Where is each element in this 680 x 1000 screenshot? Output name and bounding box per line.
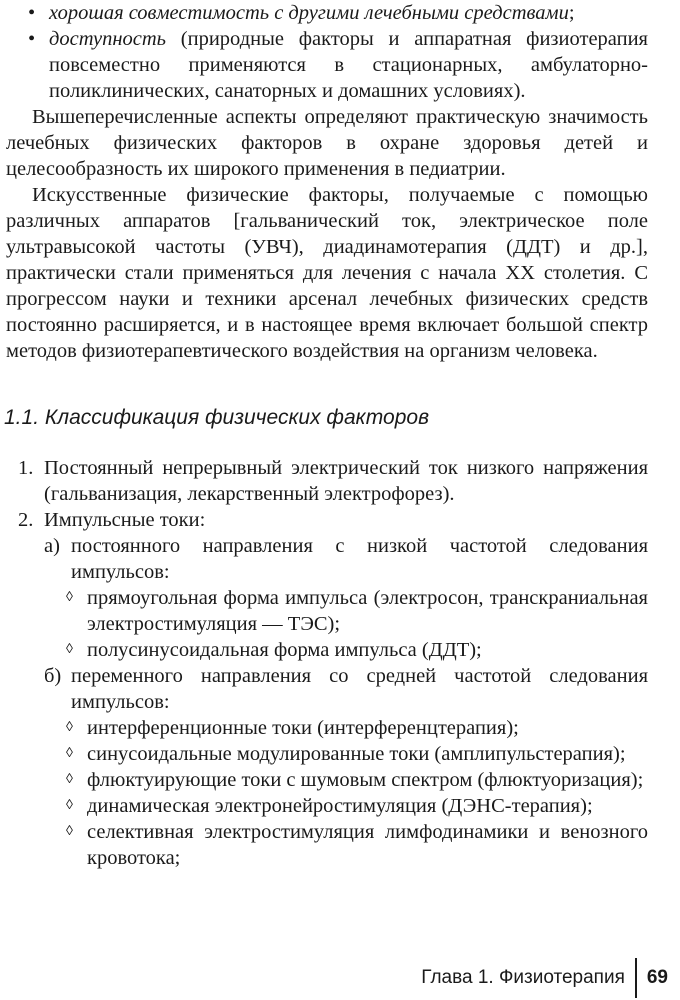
diamond-bullet-icon: ◊ <box>66 746 73 761</box>
intro-text <box>6 0 648 364</box>
bullet-italic-term: доступность <box>49 28 167 50</box>
diamond-item <box>6 793 648 819</box>
list-text: Импульсные токи: <box>44 509 206 531</box>
sublist-text: постоянного направления с низкой частотой следования импульсов: <box>71 535 648 583</box>
bullet-item <box>6 26 648 104</box>
diamond-item-text: селективная электростимуляция лимфодинамики и венозного кровотока; <box>87 821 648 869</box>
diamond-bullet-icon: ◊ <box>66 642 73 657</box>
page-number: 69 <box>646 967 668 988</box>
diamond-item-text: синусоидальные модулированные токи (амплипульстерапия); <box>87 743 626 765</box>
diamond-bullet-icon: ◊ <box>66 590 73 605</box>
list-item <box>6 507 648 533</box>
diamond-item <box>6 741 648 767</box>
bullet-rest: ; <box>568 2 575 24</box>
sublist-letter: б) <box>44 665 62 687</box>
diamond-item-text: интерференционные токи (интерференцтерапия); <box>87 717 519 739</box>
sublist-item <box>6 533 648 585</box>
diamond-item <box>6 715 648 741</box>
classification-list <box>6 455 648 871</box>
paragraph: Искусственные физические факторы, получаемые с помощью различных аппаратов [гальванический ток, электрическое поле ультравысокой частоты (УВЧ), диадинамотерапия (ДДТ) и др.], практически стали применяться для лечения с начала XX столетия. С прогрессом науки и техники арсенал лечебных физических средств постоянно расширяется, и в настоящее время включает большой спектр методов физиотерапевтического воздействия на организм человека. <box>6 184 648 362</box>
list-text: Постоянный непрерывный электрический ток низкого напряжения (гальванизация, лекарственный электрофорез). <box>44 457 648 505</box>
sublist-letter: а) <box>44 535 60 557</box>
bullet-marker: • <box>28 28 36 50</box>
list-number: 1. <box>18 457 34 479</box>
diamond-item-text: динамическая электронейростимуляция (ДЭНС-терапия); <box>87 795 593 817</box>
diamond-item <box>6 819 648 871</box>
diamond-bullet-icon: ◊ <box>66 720 73 735</box>
diamond-bullet-icon: ◊ <box>66 824 73 839</box>
diamond-bullet-icon: ◊ <box>66 798 73 813</box>
diamond-item-text: прямоугольная форма импульса (электросон, транскраниальная электростимуляция — ТЭС); <box>87 587 648 635</box>
diamond-item-text: флюктуирующие токи с шумовым спектром (флюктуоризация); <box>87 769 644 791</box>
section-heading: 1.1. Классификация физических факторов <box>4 406 430 429</box>
diamond-item <box>6 767 648 793</box>
footer-divider <box>635 958 637 998</box>
page-footer <box>421 958 668 998</box>
list-number: 2. <box>18 509 34 531</box>
diamond-item <box>6 637 648 663</box>
bullet-item <box>6 0 648 26</box>
running-footer-chapter: Глава 1. Физиотерапия <box>421 967 625 988</box>
list-item <box>6 455 648 507</box>
bullet-italic-term: хорошая совместимость с другими лечебными средствами <box>49 2 569 24</box>
sublist-item <box>6 663 648 715</box>
sublist-text: переменного направления со средней частотой следования импульсов: <box>71 665 648 713</box>
diamond-bullet-icon: ◊ <box>66 772 73 787</box>
paragraph: Вышеперечисленные аспекты определяют практическую значимость лечебных физических факторов в охране здоровья детей и целесообразность их широкого применения в педиатрии. <box>6 106 648 180</box>
diamond-item <box>6 585 648 637</box>
diamond-item-text: полусинусоидальная форма импульса (ДДТ); <box>87 639 482 661</box>
bullet-rest: (природные факторы и аппаратная физиотерапия повсеместно применяются в стационарных, амбулаторно-поликлинических, санаторных и домашних условиях). <box>49 28 648 102</box>
bullet-marker: • <box>28 2 36 24</box>
